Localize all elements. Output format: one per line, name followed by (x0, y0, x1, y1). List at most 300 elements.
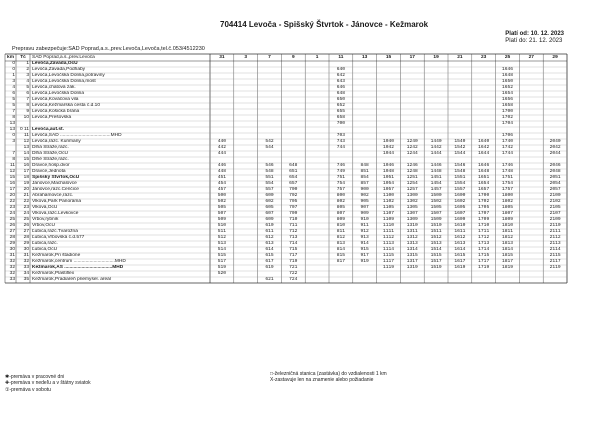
carrier-sub-header: SAD Poprad,a.s.,prev.Levoča (32, 54, 95, 60)
departure-time: 514 (217, 247, 227, 252)
departure-time: 1312 (406, 235, 418, 240)
departure-time: 546 (265, 163, 274, 168)
stop-km: 4 (12, 85, 15, 90)
departure-time: 1619 (454, 265, 466, 270)
departure-time: 805 (336, 205, 346, 210)
departure-time: 1704 (501, 121, 513, 126)
departure-time: 548 (265, 169, 274, 174)
stop-name: Levoča,chatová zák. (32, 85, 76, 90)
departure-time: 1114 (382, 247, 394, 252)
departure-time: 500 (217, 193, 227, 198)
departure-time: 1248 (406, 169, 418, 174)
departure-time: 715 (289, 247, 298, 252)
departure-time: 851 (360, 169, 369, 174)
departure-time: 910 (360, 217, 369, 222)
departure-time: 2040 (549, 139, 561, 144)
stop-km: 15 (9, 175, 15, 180)
departure-time: 507 (217, 211, 227, 216)
stop-name: Levoča,Kežmarská cesta č.d.10 (32, 103, 100, 108)
departure-time: 1713 (478, 241, 490, 246)
stop-tc: 12 (23, 139, 29, 144)
departure-time: 551 (265, 175, 274, 180)
stop-name: Dlhá Stráže,OcÚ (32, 151, 68, 156)
stop-km: 8 (12, 157, 15, 162)
stop-km: 20 (9, 193, 15, 198)
departure-time: 1442 (430, 145, 442, 150)
km-header: km (7, 54, 14, 60)
departure-time: 1814 (501, 247, 513, 252)
stop-km: 25 (9, 217, 15, 222)
departure-time: 1817 (501, 259, 513, 264)
departure-time: 710 (289, 217, 298, 222)
departure-time: 1044 (382, 151, 394, 156)
departure-time: 1510 (430, 223, 442, 228)
stop-km: 12 (9, 169, 15, 174)
stop-km: 6 (12, 91, 15, 96)
stop-tc: 31 (23, 253, 29, 258)
departure-time: 2114 (549, 247, 561, 252)
departure-time: 1111 (382, 229, 394, 234)
departure-time: 1057 (382, 187, 394, 192)
stop-tc: 9 (26, 109, 29, 114)
trip-number-header: 9 (291, 54, 295, 60)
departure-time: 810 (336, 223, 346, 228)
departure-time: 1611 (454, 229, 466, 234)
stop-km: 30 (9, 247, 15, 252)
departure-time: 1251 (406, 175, 418, 180)
departure-time: 1754 (501, 181, 513, 186)
departure-time: 2048 (549, 169, 561, 174)
departure-time: 1700 (478, 193, 490, 198)
stop-name: Kežmarok,AS ....................................MHD (32, 265, 124, 270)
departure-time: 2113 (549, 241, 561, 246)
departure-time: 1513 (430, 241, 442, 246)
stop-tc: 11 (24, 133, 29, 138)
departure-time: 614 (265, 247, 274, 252)
departure-time: 651 (289, 169, 298, 174)
departure-time: 1613 (454, 241, 466, 246)
stop-km: 0 (12, 133, 15, 138)
departure-time: 517 (217, 259, 227, 264)
stop-tc: 24 (23, 211, 29, 216)
departure-time: 1307 (406, 211, 418, 216)
departure-time: 1507 (430, 211, 442, 216)
departure-time: 2112 (549, 235, 561, 240)
departure-time: 1542 (454, 145, 466, 150)
departure-time: 1640 (478, 139, 490, 144)
departure-time: 1448 (430, 169, 442, 174)
stop-name: Ľubica,Vrbovská č.d.577 (32, 235, 85, 240)
legend-item: ✱-premáva v pracovné dni (5, 374, 65, 380)
departure-time: 1710 (478, 223, 490, 228)
departure-time: 722 (289, 271, 298, 276)
stop-name: Kežmarok,Plastiflex (32, 271, 75, 276)
stop-km: 1 (12, 73, 15, 78)
departure-time: 914 (360, 241, 369, 246)
departure-time: 907 (360, 205, 369, 210)
stop-km: 7 (12, 151, 15, 156)
departure-time: 1511 (430, 229, 442, 234)
stop-name: Levoča,rázc. Kurimany (32, 139, 81, 144)
stop-name: Vrbov,rybník (32, 217, 59, 222)
departure-time: 915 (360, 247, 369, 252)
departure-time: 1302 (406, 199, 418, 204)
departure-time: 1514 (430, 247, 442, 252)
departure-time: 1512 (430, 235, 442, 240)
departure-time: 746 (336, 163, 346, 168)
departure-time: 502 (217, 199, 227, 204)
departure-time: 1805 (501, 205, 513, 210)
departure-time: 2115 (549, 253, 561, 258)
stop-km: 29 (9, 241, 15, 246)
stop-tc: 15 (23, 157, 29, 162)
departure-time: 751 (336, 175, 346, 180)
stop-tc: 26 (23, 223, 29, 228)
stop-name: Vrbov,OcÚ (32, 223, 55, 228)
departure-time: 1517 (430, 259, 442, 264)
stop-tc: 13 (23, 145, 29, 150)
departure-time: 900 (360, 187, 369, 192)
departure-time: 1717 (478, 259, 490, 264)
departure-time: 902 (360, 193, 369, 198)
departure-time: 1117 (382, 259, 394, 264)
departure-time: 913 (360, 235, 369, 240)
stop-tc: 21 (23, 193, 29, 198)
stop-km: 27 (9, 229, 15, 234)
trip-number-header: 17 (409, 54, 415, 60)
departure-time: 1246 (406, 163, 418, 168)
departure-time: 1712 (478, 235, 490, 240)
stop-name: Ľubica,OcÚ (32, 247, 58, 252)
timetable-title: 704414 Levoča - Spišský Štvrtok - Jánovce - Kežmarok (220, 20, 429, 29)
departure-time: 1042 (382, 145, 394, 150)
departure-time: 1100 (382, 193, 394, 198)
stop-tc: 16 (23, 163, 29, 168)
departure-time: 612 (265, 235, 274, 240)
stop-km: 24 (9, 211, 15, 216)
stop-km: 17 (9, 187, 15, 192)
departure-time: 713 (289, 235, 298, 240)
departure-time: 1657 (478, 187, 490, 192)
departure-time: 911 (360, 223, 369, 228)
departure-time: 1544 (454, 151, 466, 156)
note-item: □-železničná stanica (zastávka) do vzdialenosti 1 km (270, 371, 387, 377)
departure-time: 813 (336, 241, 346, 246)
departure-time: 2102 (549, 199, 561, 204)
departure-time: 1314 (406, 247, 418, 252)
departure-time: 1707 (478, 211, 490, 216)
departure-time: 817 (336, 259, 346, 264)
departure-time: 619 (265, 265, 274, 270)
departure-time: 609 (265, 217, 274, 222)
stop-tc: 27 (23, 229, 29, 234)
departure-time: 1751 (501, 175, 513, 180)
departure-time: 640 (336, 67, 346, 72)
departure-time: 515 (217, 253, 227, 258)
departure-time: 2044 (549, 151, 561, 156)
departure-time: 743 (336, 139, 346, 144)
stop-name: Kežmarok,centrum ...............................MHD (32, 259, 126, 264)
departure-time: 513 (217, 241, 227, 246)
departure-time: 1815 (501, 253, 513, 258)
legend-item: ①-premáva v sobotu (5, 386, 51, 393)
stop-name: Spišský Štvrtok,OcÚ (32, 175, 80, 180)
departure-time: 1313 (406, 241, 418, 246)
departure-time: 1500 (430, 193, 442, 198)
departure-time: 1051 (382, 175, 394, 180)
stop-km: 13 (9, 121, 15, 126)
departure-time: 1742 (501, 145, 513, 150)
departure-time: 1319 (406, 265, 418, 270)
stop-km: 32 (9, 259, 15, 264)
stop-tc: 19 (23, 181, 29, 186)
departure-time: 2117 (549, 259, 561, 264)
stop-name: Vlková,rázc.Levkovce (32, 211, 79, 216)
departure-time: 807 (336, 211, 346, 216)
stop-name: Levoča,Kováčova vila (32, 97, 79, 102)
carrier-line: Prepravu zabezpečuje:SAD Poprad,a.s.,prev.Levoča,Levoča,tel.č.053/4512230 (12, 46, 205, 52)
trip-number-header: 31 (219, 54, 225, 60)
departure-time: 1257 (406, 187, 418, 192)
departure-time: 1046 (382, 163, 394, 168)
departure-time: 2054 (549, 181, 561, 186)
departure-time: 702 (289, 193, 298, 198)
departure-time: 1654 (501, 91, 513, 96)
departure-time: 1702 (478, 199, 490, 204)
stop-tc: 2 (26, 67, 29, 72)
departure-time: 1548 (454, 169, 466, 174)
stop-name: Levoča,Levočská Dolina (32, 91, 84, 96)
departure-time: 919 (360, 259, 369, 264)
departure-time: 1802 (501, 199, 513, 204)
departure-time: 1644 (478, 151, 490, 156)
departure-time: 1309 (406, 217, 418, 222)
departure-time: 2110 (549, 223, 561, 228)
departure-time: 610 (265, 223, 274, 228)
departure-time: 1617 (454, 259, 466, 264)
stop-km: 32 (9, 271, 15, 276)
departure-time: 1305 (406, 205, 418, 210)
departure-time: 714 (289, 241, 298, 246)
trip-number-header: 7 (268, 54, 271, 60)
trip-number-header: 11 (338, 54, 344, 60)
stop-km: 31 (9, 253, 15, 258)
stop-tc: 28 (23, 235, 29, 240)
departure-time: 724 (289, 277, 298, 282)
departure-time: 1040 (382, 139, 394, 144)
departure-time: 444 (217, 151, 227, 156)
stop-name: Dravce,Jednota (32, 169, 66, 174)
departure-time: 1746 (501, 163, 513, 168)
departure-time: 512 (217, 235, 227, 240)
departure-time: 510 (217, 223, 227, 228)
stop-tc: 32 (23, 259, 29, 264)
departure-time: 757 (336, 187, 346, 192)
departure-time: 848 (360, 163, 369, 168)
departure-time: 1612 (454, 235, 466, 240)
departure-time: 448 (217, 169, 227, 174)
stop-tc: 5 (26, 85, 29, 90)
departure-time: 505 (217, 205, 227, 210)
departure-time: 1310 (406, 223, 418, 228)
departure-time: 657 (289, 181, 298, 186)
departure-time: 744 (336, 145, 346, 150)
stop-km: 0 (12, 61, 15, 66)
trip-number-header: 1 (315, 54, 319, 60)
departure-time: 1800 (501, 193, 513, 198)
departure-time: 2100 (549, 193, 561, 198)
departure-time: 1554 (454, 181, 466, 186)
departure-time: 1610 (454, 223, 466, 228)
stop-km: 23 (9, 205, 15, 210)
departure-time: 905 (360, 199, 369, 204)
stop-name: Jánovce,Machalovce (32, 181, 77, 186)
stop-name: Abrahámovce,rázc. (32, 193, 74, 198)
departure-time: 1719 (478, 265, 490, 270)
stop-name: Jánovce,rázc.Čenčice (32, 187, 79, 192)
departure-time: 607 (265, 211, 274, 216)
departure-time: 1609 (454, 217, 466, 222)
departure-time: 1648 (478, 169, 490, 174)
departure-time: 617 (265, 259, 274, 264)
departure-time: 1812 (501, 235, 513, 240)
departure-time: 1642 (478, 145, 490, 150)
departure-time: 605 (265, 205, 274, 210)
departure-time: 917 (360, 253, 369, 258)
trip-number-header: 23 (481, 54, 487, 60)
stop-km: 0 (12, 67, 15, 72)
departure-time: 2042 (549, 145, 561, 150)
departure-time: 1809 (501, 217, 513, 222)
departure-time: 655 (336, 109, 346, 114)
departure-time: 1744 (501, 151, 513, 156)
stop-tc: 8 (26, 103, 29, 108)
departure-time: 1509 (430, 217, 442, 222)
departure-time: 1515 (430, 253, 442, 258)
stop-km: 3 (12, 79, 15, 84)
departure-time: 642 (336, 73, 346, 78)
departure-time: 1811 (501, 229, 513, 234)
stop-km: 8 (12, 115, 15, 120)
departure-time: 1650 (501, 79, 513, 84)
stop-tc: 10 (23, 115, 29, 120)
stop-tc: 25 (23, 217, 29, 222)
departure-time: 1102 (382, 199, 394, 204)
departure-time: 454 (217, 181, 227, 186)
departure-time: 700 (336, 121, 346, 126)
departure-time: 854 (360, 175, 369, 180)
departure-time: 646 (336, 85, 346, 90)
note-item: X-zastavuje len na znamenie alebo požiadanie (270, 377, 374, 384)
departure-time: 709 (289, 211, 298, 216)
departure-time: 557 (265, 187, 274, 192)
departure-time: 442 (217, 145, 227, 150)
departure-time: 1540 (454, 139, 466, 144)
departure-time: 800 (336, 193, 346, 198)
departure-time: 542 (265, 139, 274, 144)
departure-time: 1648 (501, 73, 513, 78)
departure-time: 648 (289, 163, 298, 168)
legend-item: ✚-premáva v nedeľu a v štátny sviatok (5, 380, 91, 387)
stop-tc: 4 (26, 79, 29, 84)
stop-tc: 18 (23, 175, 29, 180)
departure-time: 707 (289, 205, 298, 210)
valid-to: Platí do: 21. 12. 2023 (505, 38, 563, 44)
departure-time: 1546 (454, 163, 466, 168)
departure-time: 1457 (430, 187, 442, 192)
departure-time: 1444 (430, 151, 442, 156)
trip-number-header: 13 (362, 54, 368, 60)
stop-tc: 30 (23, 247, 29, 252)
departure-time: 2057 (549, 187, 561, 192)
departure-time: 1740 (501, 139, 513, 144)
stop-km: 26 (9, 223, 15, 228)
departure-time: 711 (289, 223, 298, 228)
trip-number-header: 29 (552, 54, 558, 60)
departure-time: 1244 (406, 151, 418, 156)
departure-time: 1254 (406, 181, 418, 186)
departure-time: 1702 (501, 115, 513, 120)
departure-time: 1119 (382, 265, 394, 270)
stop-name: Levoča,SAD ......................................MHD (32, 133, 122, 138)
departure-time: 600 (265, 193, 274, 198)
departure-time: 1110 (382, 223, 394, 228)
departure-time: 1054 (382, 181, 394, 186)
stop-name: Levoča,aut.st. (32, 127, 64, 132)
departure-time: 802 (336, 199, 346, 204)
departure-time: 1048 (382, 169, 394, 174)
stop-tc: 6 (26, 91, 29, 96)
stop-km: 22 (9, 199, 15, 204)
stop-name: Dlhá Stráže,rázc. (32, 145, 69, 150)
departure-time: 650 (336, 97, 346, 102)
departure-time: 1300 (406, 193, 418, 198)
departure-time: 1757 (501, 187, 513, 192)
stop-name: Dlhé Stráže,rázc. (32, 157, 69, 162)
stop-tc: 3 (26, 73, 29, 78)
departure-time: 1646 (501, 67, 513, 72)
departure-time: 1440 (430, 139, 442, 144)
departure-time: 1656 (501, 97, 513, 102)
departure-time: 654 (289, 175, 298, 180)
departure-time: 446 (217, 163, 227, 168)
trip-number-header: 15 (385, 54, 392, 60)
stop-name: Dravce,hosp.dvor (32, 163, 70, 168)
departure-time: 1651 (478, 175, 490, 180)
departure-time: 1112 (382, 235, 394, 240)
departure-time: 2107 (549, 211, 561, 216)
departure-time: 1242 (406, 145, 418, 150)
departure-time: 451 (217, 175, 227, 180)
departure-time: 1646 (478, 163, 490, 168)
departure-time: 643 (336, 79, 346, 84)
trip-number-header: 25 (504, 54, 511, 60)
departure-time: 1240 (406, 139, 418, 144)
departure-time: 811 (336, 229, 346, 234)
departure-time: 1502 (430, 199, 442, 204)
departure-time: 1317 (406, 259, 418, 264)
departure-time: 2119 (549, 265, 561, 270)
departure-time: 621 (265, 277, 274, 282)
departure-time: 1105 (382, 205, 394, 210)
departure-time: 1519 (430, 265, 442, 270)
departure-time: 1446 (430, 163, 442, 168)
departure-time: 719 (289, 259, 298, 264)
departure-time: 440 (217, 139, 227, 144)
departure-time: 717 (289, 253, 298, 258)
departure-time: 2046 (549, 163, 561, 168)
departure-time: 652 (336, 103, 346, 108)
